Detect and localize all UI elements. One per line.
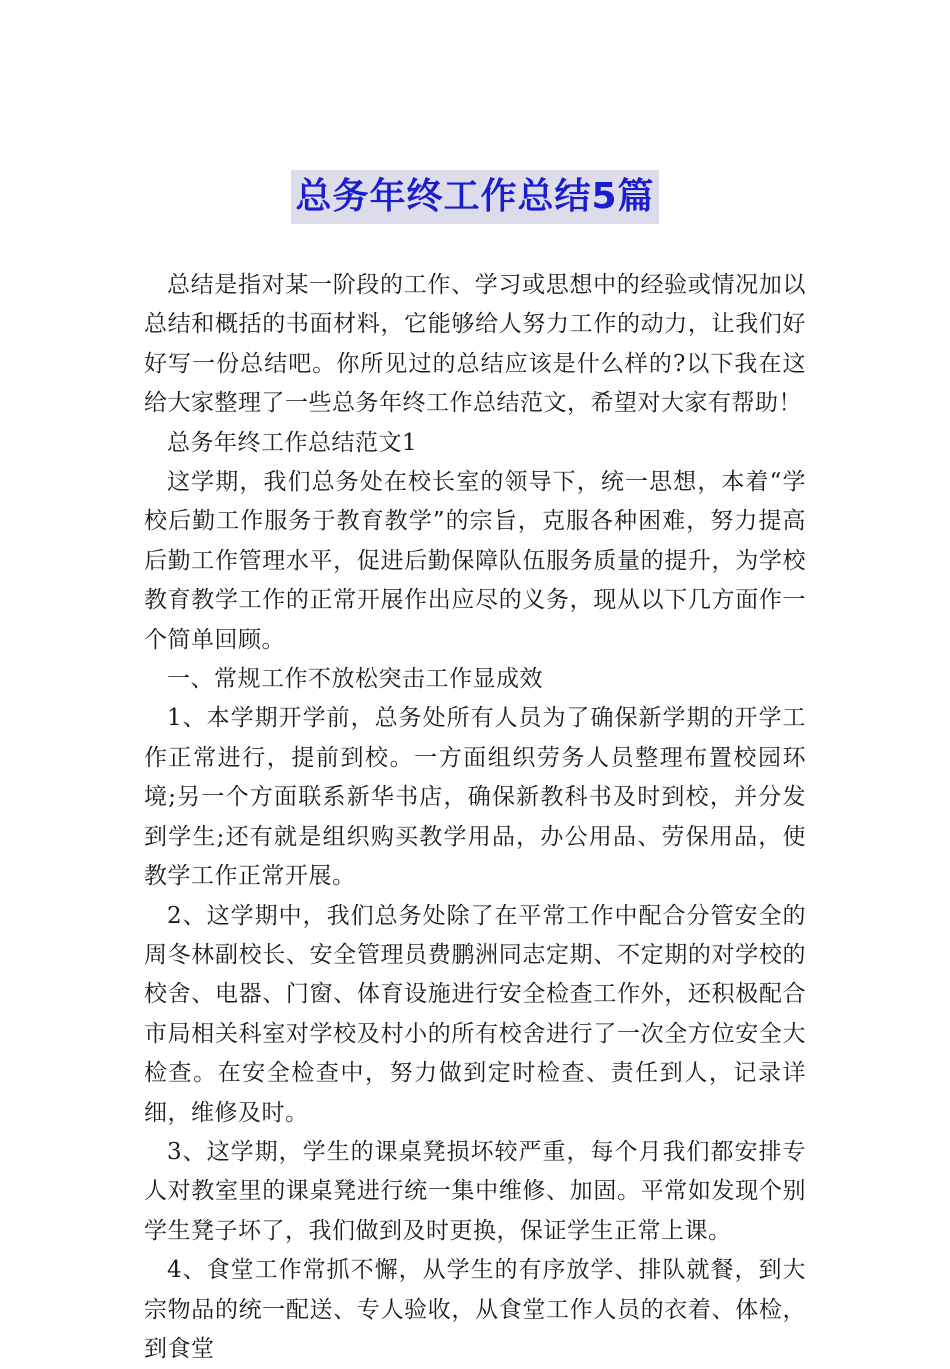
body-paragraph-item-1: 1、本学期开学前，总务处所有人员为了确保新学期的开学工作正常进行，提前到校。一方面组织劳务人员整理布置校园环境;另一个方面联系新华书店，确保新教科书及时到校，并分发到学生;还有就是组织购买教学用品，办公用品、劳保用品，使教学工作正常开展。 <box>144 705 806 890</box>
body-paragraph: 这学期，我们总务处在校长室的领导下，统一思想，本着“学校后勤工作服务于教育教学”的宗旨，克服各种困难，努力提高后勤工作管理水平，促进后勤保障队伍服务质量的提升，为学校教育教学工作的正常开展作出应尽的义务，现从以下几方面作一个简单回顾。 <box>144 469 806 653</box>
intro-paragraph: 总结是指对某一阶段的工作、学习或思想中的经验或情况加以总结和概括的书面材料，它能够给人努力工作的动力，让我们好好写一份总结吧。你所见过的总结应该是什么样的?以下我在这给大家整理了一些总务年终工作总结范文，希望对大家有帮助！ <box>144 272 806 417</box>
body-paragraph-item-2: 2、这学期中，我们总务处除了在平常工作中配合分管安全的周冬林副校长、安全管理员费鹏洲同志定期、不定期的对学校的校舍、电器、门窗、体育设施进行安全检查工作外，还积极配合市局相关科室对学校及村小的所有校舍进行了一次全方位安全大检查。在安全检查中，努力做到定时检查、责任到人，记录详细，维修及时。 <box>144 902 806 1126</box>
body-paragraph-item-3: 3、这学期，学生的课桌凳损坏较严重，每个月我们都安排专人对教室里的课桌凳进行统一集中维修、加固。平常如发现个别学生凳子坏了，我们做到及时更换，保证学生正常上课。 <box>144 1138 806 1244</box>
document-title: 总务年终工作总结5篇 <box>291 170 658 224</box>
document-body <box>144 266 806 1369</box>
body-paragraph-item-4: 4、食堂工作常抓不懈，从学生的有序放学、排队就餐，到大宗物品的统一配送、专人验收，从食堂工作人员的衣着、体检，到食堂 <box>144 1257 806 1362</box>
section-heading-sample-1: 总务年终工作总结范文1 <box>167 429 418 456</box>
section-heading-routine-work: 一、常规工作不放松突击工作显成效 <box>167 666 543 693</box>
title-container <box>0 170 950 224</box>
